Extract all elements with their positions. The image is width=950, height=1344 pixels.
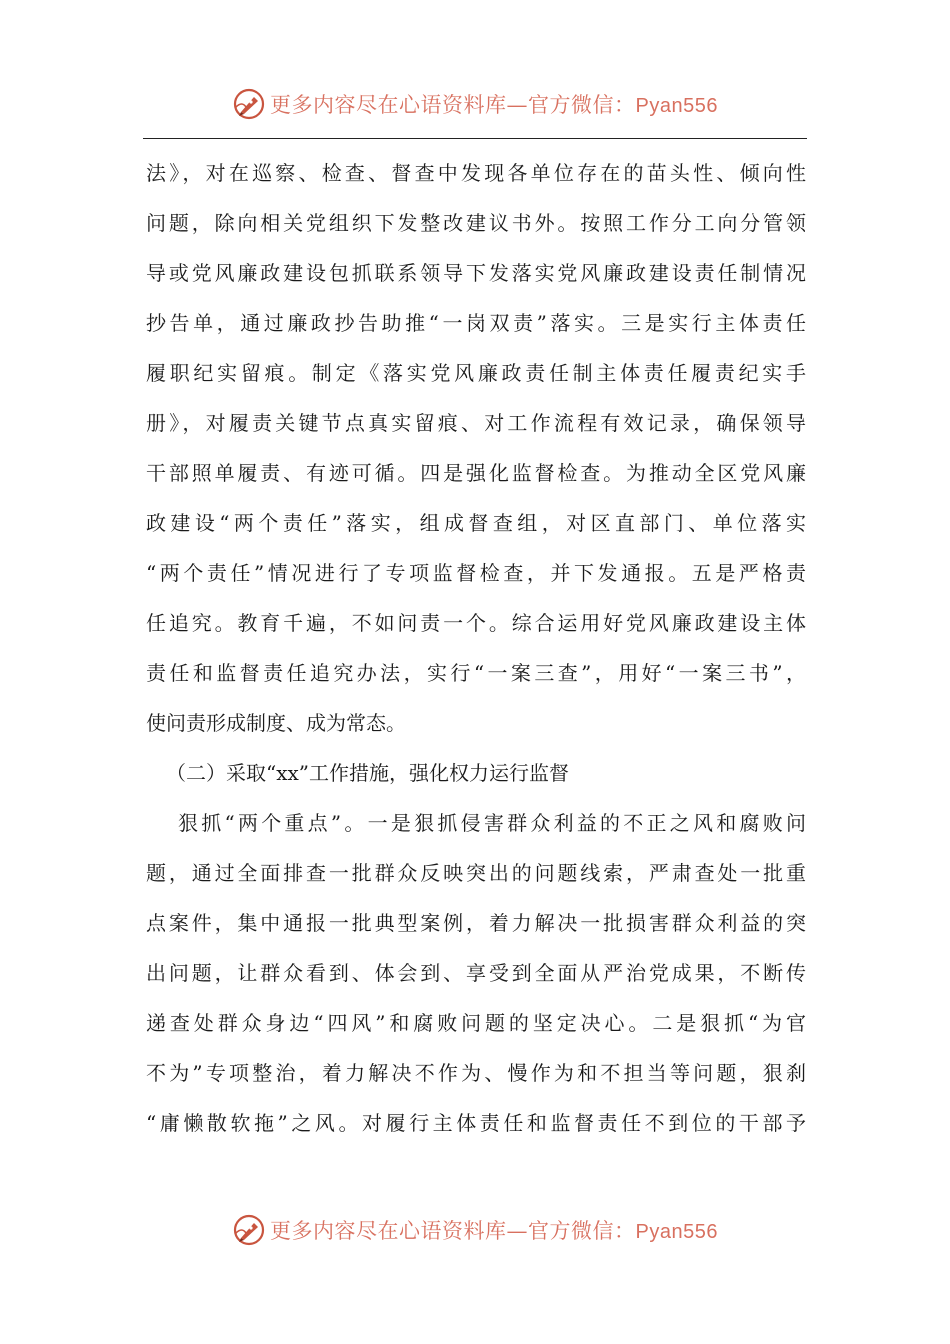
body-line: 任追究。教育千遍，不如问责一个。综合运用好党风廉政建设主体 [146, 611, 806, 635]
body-line: “庸懒散软拖”之风。对履行主体责任和监督责任不到位的干部予 [146, 1111, 806, 1135]
section-heading: （二）采取“xx”工作措施，强化权力运行监督 [166, 761, 570, 785]
pen-nib-logo-icon [232, 87, 266, 121]
body-line: 递查处群众身边“四风”和腐败问题的坚定决心。二是狠抓“为官 [146, 1011, 806, 1035]
document-body [146, 148, 806, 1148]
footer-banner-text [270, 1215, 718, 1245]
body-line: 使问责形成制度、成为常态。 [146, 711, 406, 735]
body-line: 责任和监督责任追究办法，实行“一案三查”，用好“一案三书”， [146, 661, 806, 685]
body-line: 出问题，让群众看到、体会到、享受到全面从严治党成果，不断传 [146, 961, 806, 985]
header-banner-label: 更多内容尽在心语资料库—官方微信： [270, 93, 636, 117]
header-banner-text [270, 89, 718, 119]
footer-banner-handle: Pyan556 [635, 1221, 718, 1243]
footer-banner-label: 更多内容尽在心语资料库—官方微信： [270, 1219, 636, 1243]
header-banner [0, 82, 950, 126]
body-line: 导或党风廉政建设包抓联系领导下发落实党风廉政建设责任制情况 [146, 261, 806, 285]
header-rule [143, 138, 807, 139]
body-line: “两个责任”情况进行了专项监督检查，并下发通报。五是严格责 [146, 561, 806, 585]
body-line: 抄告单，通过廉政抄告助推“一岗双责”落实。三是实行主体责任 [146, 311, 806, 335]
body-line: 狠抓“两个重点”。一是狠抓侵害群众利益的不正之风和腐败问 [178, 811, 806, 835]
body-line: 册》，对履责关键节点真实留痕、对工作流程有效记录，确保领导 [146, 411, 806, 435]
body-line: 履职纪实留痕。制定《落实党风廉政责任制主体责任履责纪实手 [146, 361, 806, 385]
body-line: 点案件，集中通报一批典型案例，着力解决一批损害群众利益的突 [146, 911, 806, 935]
body-line: 政建设“两个责任”落实，组成督查组，对区直部门、单位落实 [146, 511, 806, 535]
header-banner-handle: Pyan556 [635, 95, 718, 117]
body-line: 问题，除向相关党组织下发整改建议书外。按照工作分工向分管领 [146, 211, 806, 235]
body-line: 法》，对在巡察、检查、督查中发现各单位存在的苗头性、倾向性 [146, 161, 806, 185]
body-line: 干部照单履责、有迹可循。四是强化监督检查。为推动全区党风廉 [146, 461, 806, 485]
body-line: 题，通过全面排查一批群众反映突出的问题线索，严肃查处一批重 [146, 861, 806, 885]
footer-banner [0, 1208, 950, 1252]
pen-nib-logo-icon [232, 1213, 266, 1247]
body-line: 不为”专项整治，着力解决不作为、慢作为和不担当等问题，狠刹 [146, 1061, 806, 1085]
